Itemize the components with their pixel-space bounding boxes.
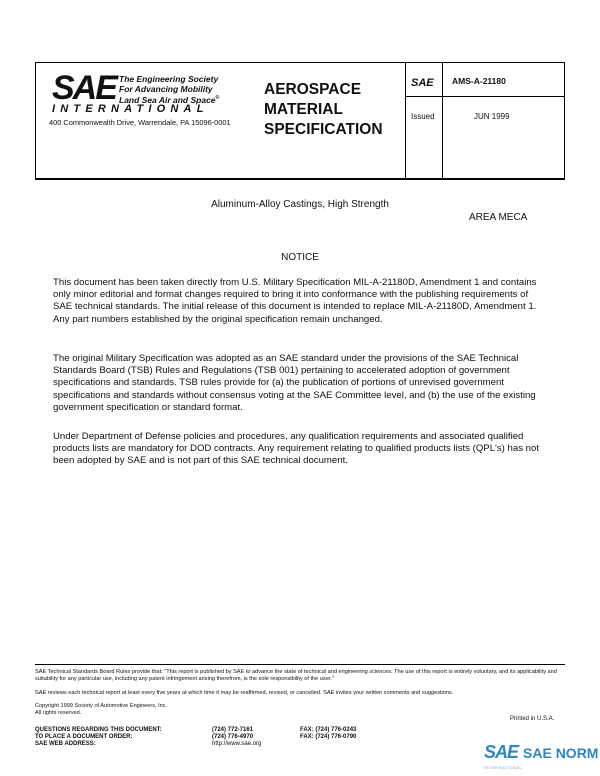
contact-faxes: FAX: (724) 776-0243 FAX: (724) 776-0790 (300, 727, 357, 741)
issued-date: JUN 1999 (474, 112, 510, 121)
notice-paragraph: Under Department of Defense policies and procedures, any qualification requirements and associated qualified products lists are mandatory for DOD contracts. Any requirement relating to qualified products lists (QPL's) has not been adopted by SAE and is not part of this SAE technical document. (53, 431, 539, 467)
notice-heading: NOTICE (281, 252, 319, 263)
area-code: AREA MECA (469, 212, 528, 223)
international-wordmark: INTERNATIONAL (52, 103, 209, 115)
address: 400 Commonwealth Drive, Warrendale, PA 15096-0001 (49, 118, 231, 127)
contact-phones: (724) 772-7161 (724) 776-4970 http://www.sae.org (212, 727, 262, 748)
web-address-link[interactable]: http://www.sae.org (212, 741, 262, 748)
document-number: AMS-A-21180 (452, 76, 506, 86)
copyright: Copyright 1999 Society of Automotive Engineers, Inc. (35, 703, 168, 709)
header-divider (405, 96, 565, 97)
document-title: Aluminum-Alloy Castings, High Strength (211, 199, 389, 210)
notice-paragraph: The original Military Specification was adopted as an SAE standard under the provisions of the SAE Technical Standards Board (TSB) Rules and Regulations (TSB 001) pertaining to accelerated adoption of government specifications and standards. TSB rules provide for (a) the publication of portions of unrevised government specifications and standards without consensus voting at the SAE Committee level, and (b) the use of the existing government specification or standard format. (53, 353, 536, 413)
printed-in: Printed in U.S.A. (510, 716, 555, 722)
rights-reserved: All rights reserved. (35, 710, 82, 716)
contact-labels: QUESTIONS REGARDING THIS DOCUMENT: TO PLACE A DOCUMENT ORDER: SAE WEB ADDRESS: (35, 727, 162, 748)
header-divider (442, 63, 443, 179)
spec-type-heading: AEROSPACE MATERIAL SPECIFICATION (264, 81, 383, 138)
sae-mini-logo: SAE (411, 77, 434, 89)
header-box (35, 62, 565, 180)
sae-norm-sub: INTERNATIONAL (484, 765, 523, 770)
header-rule (35, 178, 565, 179)
notice-paragraph: This document has been taken directly from U.S. Military Specification MIL-A-21180D, Amendment 1 and contains only minor editorial and format changes required to bring it into conformance with the publishing requirements of SAE technical standards. The initial release of this document is intended to replace MIL-A-21180D, Amendment 1. Any part numbers established by the original specification remain unchanged. (53, 277, 537, 325)
header-divider (405, 63, 406, 179)
issued-label: Issued (411, 112, 435, 121)
footer-rule (35, 664, 565, 665)
tagline-line: The Engineering Society (119, 74, 219, 84)
society-tagline (119, 75, 219, 105)
tagline-line: Land Sea Air and Space® (119, 94, 220, 105)
sae-logo: SAE (52, 69, 116, 107)
tsb-disclaimer: SAE Technical Standards Board Rules provide that: "This report is published by SAE to advance the state of technical and engineering sciences. The use of this report is entirely voluntary, and its applicability and suitability for any particular use, including any patent infringement arising therefrom, is the sole responsibility of the user." (35, 669, 557, 682)
sae-norm-watermark (484, 742, 598, 763)
review-notice: SAE reviews each technical report at least every five years at which time it may be reaffirmed, revised, or cancelled. SAE invites your written comments and suggestions. (35, 690, 454, 696)
tagline-line: For Advancing Mobility (119, 83, 213, 94)
sae-norm-logo: SAE (484, 742, 519, 762)
sae-norm-word: SAE NORM (523, 744, 599, 761)
